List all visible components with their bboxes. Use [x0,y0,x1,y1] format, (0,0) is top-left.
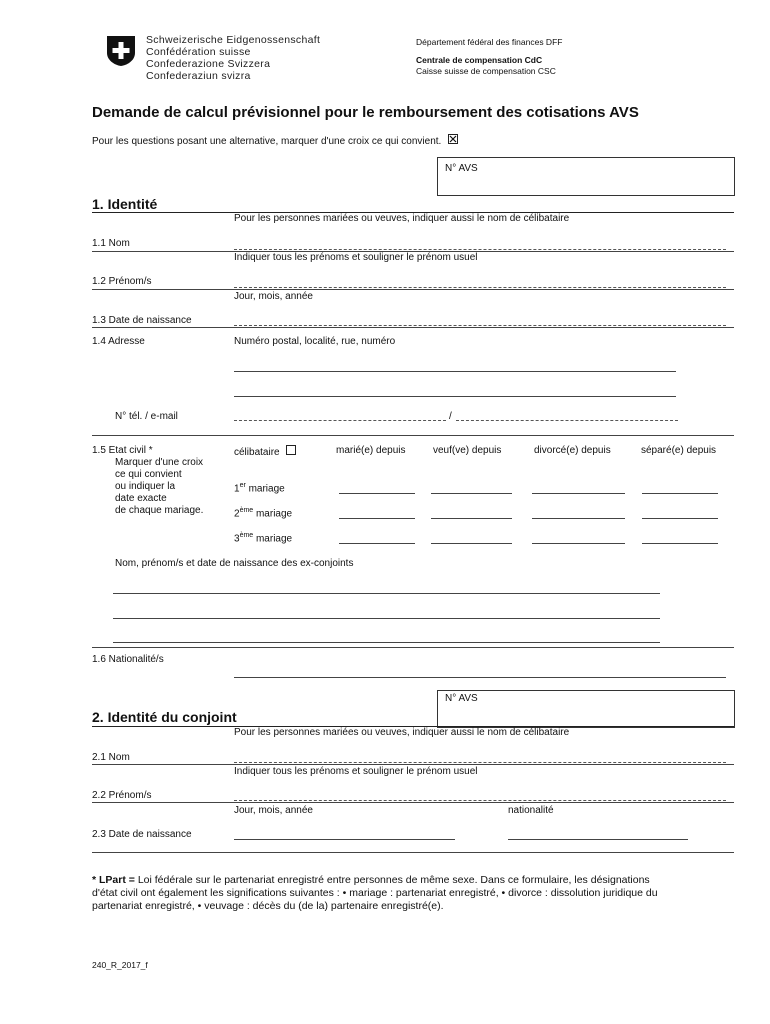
crossed-checkbox-icon [448,134,458,144]
header-divorce: divorcé(e) depuis [534,445,611,456]
label-tel: N° tél. / e-mail [115,411,178,422]
mariage-3-veuf-field[interactable] [431,543,512,544]
label-adresse: 1.4 Adresse [92,336,145,347]
footnote-line-1 [92,874,732,887]
mariage-2-num: 2 [234,508,240,520]
header-veuf: veuf(ve) depuis [433,445,502,456]
mariage-1-marie-field[interactable] [339,493,415,494]
logo-line-2: Confédération suisse [146,46,251,58]
mariage-2-marie-field[interactable] [339,518,415,519]
avs-number-box[interactable] [437,157,735,196]
avs-number-box-conjoint[interactable] [437,690,735,728]
nationalite-field[interactable] [234,677,726,678]
nationalite-conjoint-field[interactable] [508,839,688,840]
footnote-line-2: d'état civil ont également les significations suivantes : • mariage : partenariat enregistré, • divorce : dissolution juridique du [92,887,658,899]
label-nationalite: 1.6 Nationalité/s [92,654,164,665]
date-naissance-field[interactable] [234,325,726,326]
department-name: Département fédéral des finances DFF [416,37,563,47]
instruction-text [92,134,458,147]
tel-field[interactable] [234,420,446,421]
label-date-naissance: 1.3 Date de naissance [92,315,192,326]
mariage-1-veuf-field[interactable] [431,493,512,494]
ex-conjoint-field-3[interactable] [113,642,660,643]
label-nom-conjoint: 2.1 Nom [92,752,130,763]
header-separe: séparé(e) depuis [641,445,717,456]
logo-line-3: Confederazione Svizzera [146,58,271,70]
celibataire-checkbox[interactable] [286,445,296,455]
email-field[interactable] [456,420,678,421]
mariage-2-veuf-field[interactable] [431,518,512,519]
footnote-line-3: partenariat enregistré, • veuvage : décès du (de la) partenaire enregistré(e). [92,900,444,912]
label-mariage-3 [234,532,292,544]
footnote-text-1: Loi fédérale sur le partenariat enregistré entre personnes de même sexe. Dans ce formulaire, les désignations [134,874,650,886]
hint-prenom-conjoint: Indiquer tous les prénoms et souligner le prénom usuel [234,766,478,777]
date-rule [92,327,734,328]
avs-label-conjoint: N° AVS [445,693,478,704]
footnote-lead: * LPart = [92,874,135,886]
hint-date-conjoint: Jour, mois, année [234,805,313,816]
hint-adresse: Numéro postal, localité, rue, numéro [234,336,396,347]
mariage-1-divorce-field[interactable] [532,493,625,494]
prenom-rule [92,289,734,290]
page-title: Demande de calcul prévisionnel pour le remboursement des cotisations AVS [92,104,639,121]
section-2-heading: 2. Identité du conjoint [92,709,237,725]
prenom-conjoint-rule [92,802,734,803]
label-prenom-conjoint: 2.2 Prénom/s [92,790,152,801]
prenom-field[interactable] [234,287,726,288]
hint-prenom: Indiquer tous les prénoms et souligner le prénom usuel [234,252,478,263]
mariage-3-word: mariage [253,533,293,545]
logo-line-4: Confederaziun svizra [146,70,251,82]
nom-field[interactable] [234,249,726,250]
mariage-1-num: 1 [234,483,240,495]
hint-nom-conjoint: Pour les personnes mariées ou veuves, indiquer aussi le nom de célibataire [234,727,570,738]
section-1-heading: 1. Identité [92,196,158,212]
tel-rule [92,435,734,436]
mariage-2-divorce-field[interactable] [532,518,625,519]
mariage-3-sup: ème [239,532,254,539]
mariage-2-sup: ème [239,507,254,514]
etat-hint-line: ce qui convient [115,469,182,480]
label-date-conjoint: 2.3 Date de naissance [92,829,192,840]
hint-nationalite-conjoint: nationalité [508,805,554,816]
mariage-2-separe-field[interactable] [642,518,718,519]
caisse-name: Caisse suisse de compensation CSC [416,66,556,76]
centrale-name: Centrale de compensation CdC [416,55,543,65]
mariage-1-sup: er [239,482,246,489]
mariage-3-num: 3 [234,533,240,545]
federation-names [146,34,320,82]
avs-label: N° AVS [445,163,478,174]
footnote [92,874,732,913]
mariage-3-separe-field[interactable] [642,543,718,544]
label-mariage-1 [234,482,285,494]
celibataire-label: célibataire [234,447,280,458]
adresse-field-2[interactable] [234,396,676,397]
mariage-3-marie-field[interactable] [339,543,415,544]
mariage-2-word: mariage [253,508,293,520]
date-conjoint-field[interactable] [234,839,455,840]
section-2-bottom-rule [92,852,734,853]
label-etat-civil: 1.5 Etat civil * [92,445,153,456]
nom-conjoint-rule [92,764,734,765]
logo-line-1: Schweizerische Eidgenossenschaft [146,34,321,46]
header-marie: marié(e) depuis [336,445,406,456]
prenom-conjoint-field[interactable] [234,800,726,801]
label-nom: 1.1 Nom [92,238,130,249]
etat-hint-line: ou indiquer la [115,481,176,492]
option-celibataire[interactable] [234,445,296,458]
adresse-field-1[interactable] [234,371,676,372]
mariage-3-divorce-field[interactable] [532,543,625,544]
mariage-1-word: mariage [245,483,285,495]
ex-conjoint-field-2[interactable] [113,618,660,619]
form-code: 240_R_2017_f [92,960,148,970]
nom-conjoint-field[interactable] [234,762,726,763]
etat-civil-hint [115,457,203,517]
etat-hint-line: de chaque mariage. [115,505,204,516]
instruction-label: Pour les questions posant une alternative, marquer d'une croix ce qui convient. [92,136,442,147]
etat-civil-rule [92,647,734,648]
swiss-coat-of-arms-icon [106,35,136,67]
ex-conjoint-field-1[interactable] [113,593,660,594]
label-prenom: 1.2 Prénom/s [92,276,152,287]
etat-hint-line: date exacte [115,493,167,504]
mariage-1-separe-field[interactable] [642,493,718,494]
ex-conjoints-label: Nom, prénom/s et date de naissance des ex-conjoints [115,558,354,569]
hint-nom: Pour les personnes mariées ou veuves, indiquer aussi le nom de célibataire [234,213,570,224]
hint-date: Jour, mois, année [234,291,313,302]
tel-separator: / [449,411,452,422]
etat-hint-line: Marquer d'une croix [115,457,204,468]
label-mariage-2 [234,507,292,519]
